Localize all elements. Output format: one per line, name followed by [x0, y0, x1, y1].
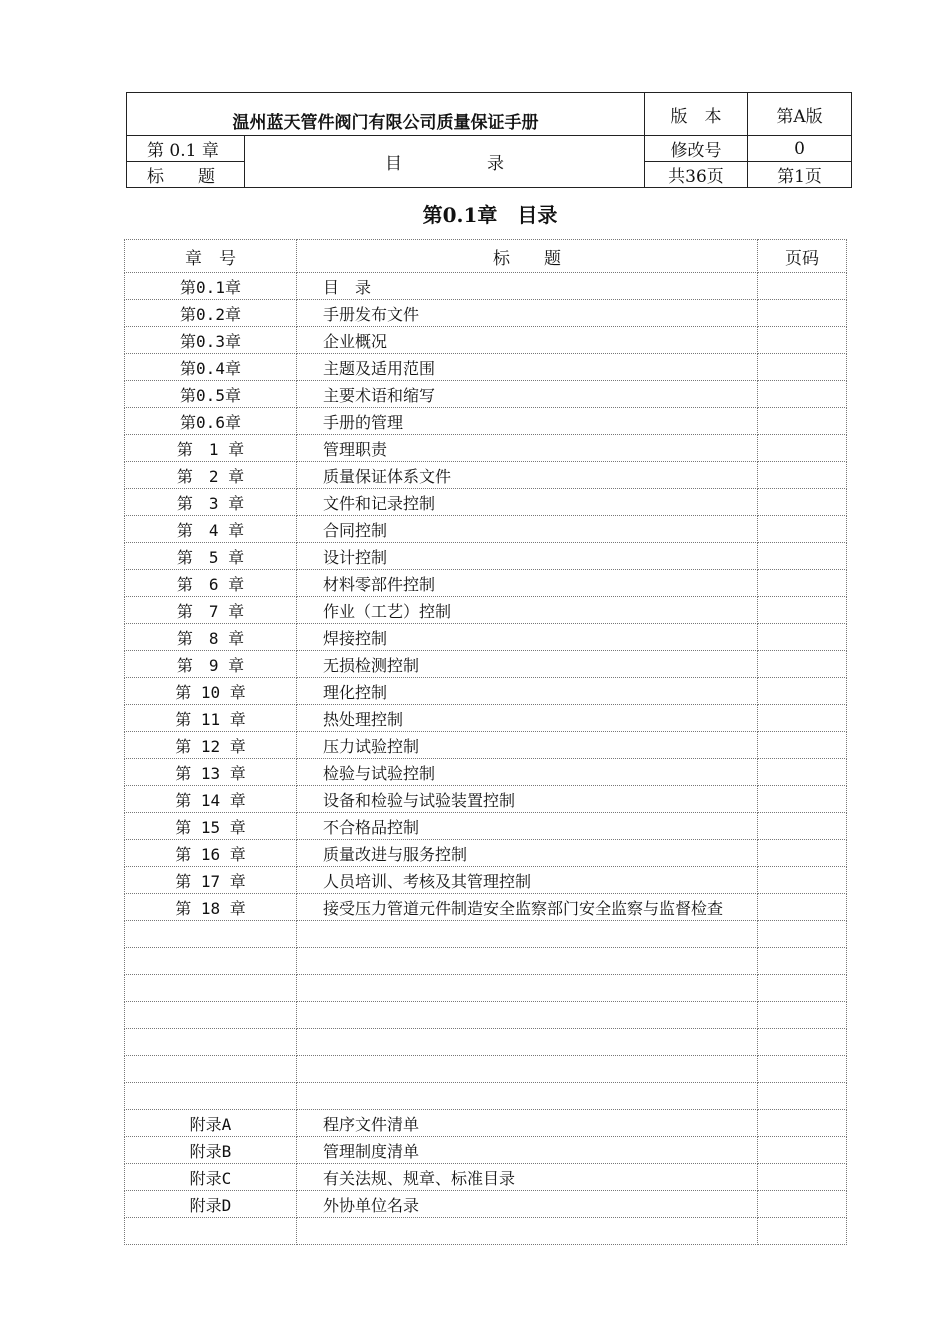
toc-row [125, 1002, 847, 1029]
toc-chapter-title [297, 921, 758, 948]
toc-page-number [758, 1083, 847, 1110]
toc-chapter-number: 第 12 章 [125, 732, 297, 759]
toc-chapter-title [297, 1029, 758, 1056]
document-header [126, 92, 852, 188]
toc-page-number [758, 975, 847, 1002]
toc-chapter-number: 附录D [125, 1191, 297, 1218]
column-header-title: 标 题 [297, 240, 758, 273]
page-number: 第1页 [748, 162, 852, 188]
toc-page-number [758, 381, 847, 408]
toc-chapter-number [125, 1002, 297, 1029]
toc-row [125, 678, 847, 705]
toc-page-number [758, 1137, 847, 1164]
version-value: 第A版 [748, 93, 852, 136]
toc-chapter-title: 手册的管理 [297, 408, 758, 435]
toc-chapter-number: 第 1 章 [125, 435, 297, 462]
toc-page-number [758, 543, 847, 570]
toc-chapter-number: 第 9 章 [125, 651, 297, 678]
toc-chapter-title: 热处理控制 [297, 705, 758, 732]
toc-chapter-title [297, 1002, 758, 1029]
toc-page-number [758, 1191, 847, 1218]
toc-row [125, 651, 847, 678]
toc-row [125, 867, 847, 894]
chapter-label: 第 0.1 章 [127, 136, 245, 162]
toc-page-number [758, 1164, 847, 1191]
toc-chapter-number: 第 16 章 [125, 840, 297, 867]
toc-header-row [125, 240, 847, 273]
toc-chapter-title: 管理职责 [297, 435, 758, 462]
toc-chapter-title [297, 1056, 758, 1083]
toc-row [125, 759, 847, 786]
toc-row [125, 381, 847, 408]
toc-page-number [758, 435, 847, 462]
toc-chapter-title: 质量改进与服务控制 [297, 840, 758, 867]
toc-row [125, 1083, 847, 1110]
toc-page-number [758, 597, 847, 624]
toc-page-number [758, 651, 847, 678]
toc-row [125, 516, 847, 543]
toc-chapter-number [125, 1056, 297, 1083]
toc-chapter-number [125, 948, 297, 975]
toc-page-number [758, 678, 847, 705]
toc-chapter-number: 第 6 章 [125, 570, 297, 597]
toc-chapter-number [125, 1218, 297, 1245]
toc-chapter-title: 外协单位名录 [297, 1191, 758, 1218]
toc-row [125, 705, 847, 732]
toc-page-number [758, 300, 847, 327]
toc-chapter-title: 管理制度清单 [297, 1137, 758, 1164]
toc-chapter-number [125, 921, 297, 948]
toc-row [125, 840, 847, 867]
toc-chapter-number: 第 14 章 [125, 786, 297, 813]
toc-row [125, 786, 847, 813]
toc-page-number [758, 489, 847, 516]
toc-row [125, 273, 847, 300]
toc-page-number [758, 1029, 847, 1056]
toc-chapter-number: 第0.5章 [125, 381, 297, 408]
toc-page-number [758, 894, 847, 921]
company-title: 温州蓝天管件阀门有限公司质量保证手册 [127, 93, 645, 136]
revision-value: 0 [748, 136, 852, 162]
toc-row [125, 1137, 847, 1164]
toc-chapter-title: 程序文件清单 [297, 1110, 758, 1137]
subject-label: 标 题 [127, 162, 245, 188]
toc-table [124, 239, 847, 1245]
toc-chapter-number [125, 1083, 297, 1110]
toc-chapter-number: 第0.4章 [125, 354, 297, 381]
toc-row [125, 543, 847, 570]
toc-chapter-title: 目 录 [297, 273, 758, 300]
toc-chapter-title: 设备和检验与试验装置控制 [297, 786, 758, 813]
toc-row [125, 1029, 847, 1056]
toc-chapter-title: 文件和记录控制 [297, 489, 758, 516]
toc-chapter-title: 接受压力管道元件制造安全监察部门安全监察与监督检查 [297, 894, 758, 921]
toc-chapter-title: 设计控制 [297, 543, 758, 570]
toc-row [125, 408, 847, 435]
toc-page-number [758, 786, 847, 813]
toc-chapter-number: 第0.2章 [125, 300, 297, 327]
toc-chapter-title: 不合格品控制 [297, 813, 758, 840]
toc-chapter-number: 第 17 章 [125, 867, 297, 894]
toc-chapter-number: 第 11 章 [125, 705, 297, 732]
toc-row [125, 1110, 847, 1137]
toc-page-number [758, 759, 847, 786]
toc-chapter-number: 第 18 章 [125, 894, 297, 921]
toc-chapter-number: 第 4 章 [125, 516, 297, 543]
toc-row [125, 300, 847, 327]
revision-label: 修改号 [645, 136, 748, 162]
toc-chapter-number: 第0.6章 [125, 408, 297, 435]
toc-page-number [758, 732, 847, 759]
toc-chapter-title [297, 1218, 758, 1245]
toc-page-number [758, 867, 847, 894]
toc-row [125, 597, 847, 624]
toc-chapter-number [125, 1029, 297, 1056]
toc-page-number [758, 570, 847, 597]
toc-page-number [758, 408, 847, 435]
toc-chapter-title: 手册发布文件 [297, 300, 758, 327]
toc-chapter-number: 第 13 章 [125, 759, 297, 786]
total-pages: 共36页 [645, 162, 748, 188]
toc-chapter-number: 附录C [125, 1164, 297, 1191]
toc-chapter-title: 人员培训、考核及其管理控制 [297, 867, 758, 894]
column-header-page: 页码 [758, 240, 847, 273]
toc-row [125, 975, 847, 1002]
toc-chapter-number: 第 3 章 [125, 489, 297, 516]
toc-chapter-title: 焊接控制 [297, 624, 758, 651]
toc-chapter-number: 第 7 章 [125, 597, 297, 624]
toc-row [125, 921, 847, 948]
toc-chapter-title: 检验与试验控制 [297, 759, 758, 786]
toc-chapter-title: 压力试验控制 [297, 732, 758, 759]
toc-page-number [758, 1002, 847, 1029]
toc-row [125, 435, 847, 462]
toc-row [125, 1164, 847, 1191]
toc-row [125, 732, 847, 759]
toc-page-number [758, 462, 847, 489]
toc-chapter-number: 附录B [125, 1137, 297, 1164]
toc-chapter-title [297, 1083, 758, 1110]
toc-chapter-title [297, 948, 758, 975]
toc-chapter-title: 合同控制 [297, 516, 758, 543]
toc-chapter-title: 质量保证体系文件 [297, 462, 758, 489]
chapter-heading: 第0.1章 目录 [422, 203, 558, 227]
toc-row [125, 1191, 847, 1218]
version-label: 版 本 [645, 93, 748, 136]
toc-page-number [758, 1056, 847, 1083]
toc-row [125, 570, 847, 597]
toc-chapter-title [297, 975, 758, 1002]
toc-chapter-number: 第 2 章 [125, 462, 297, 489]
toc-row [125, 1218, 847, 1245]
subject-value: 目 录 [245, 136, 645, 188]
toc-chapter-title: 材料零部件控制 [297, 570, 758, 597]
column-header-chapter: 章 号 [125, 240, 297, 273]
toc-row [125, 354, 847, 381]
toc-chapter-number: 第0.1章 [125, 273, 297, 300]
toc-row [125, 813, 847, 840]
toc-page-number [758, 516, 847, 543]
toc-chapter-number: 第 15 章 [125, 813, 297, 840]
toc-page-number [758, 327, 847, 354]
toc-chapter-title: 主要术语和缩写 [297, 381, 758, 408]
toc-row [125, 624, 847, 651]
toc-chapter-title: 作业（工艺）控制 [297, 597, 758, 624]
toc-page-number [758, 1218, 847, 1245]
toc-page-number [758, 948, 847, 975]
toc-chapter-title: 有关法规、规章、标准目录 [297, 1164, 758, 1191]
toc-page-number [758, 921, 847, 948]
toc-row [125, 1056, 847, 1083]
toc-chapter-number: 第 8 章 [125, 624, 297, 651]
toc-page-number [758, 705, 847, 732]
toc-row [125, 462, 847, 489]
toc-row [125, 948, 847, 975]
toc-chapter-number: 第0.3章 [125, 327, 297, 354]
toc-row [125, 489, 847, 516]
toc-chapter-title: 理化控制 [297, 678, 758, 705]
toc-chapter-title: 主题及适用范围 [297, 354, 758, 381]
toc-chapter-title: 企业概况 [297, 327, 758, 354]
toc-page-number [758, 624, 847, 651]
toc-page-number [758, 1110, 847, 1137]
toc-chapter-title: 无损检测控制 [297, 651, 758, 678]
toc-chapter-number: 第 10 章 [125, 678, 297, 705]
toc-chapter-number: 第 5 章 [125, 543, 297, 570]
toc-page-number [758, 354, 847, 381]
toc-page-number [758, 273, 847, 300]
toc-chapter-number [125, 975, 297, 1002]
toc-chapter-number: 附录A [125, 1110, 297, 1137]
toc-row [125, 327, 847, 354]
toc-page-number [758, 813, 847, 840]
toc-page-number [758, 840, 847, 867]
toc-row [125, 894, 847, 921]
